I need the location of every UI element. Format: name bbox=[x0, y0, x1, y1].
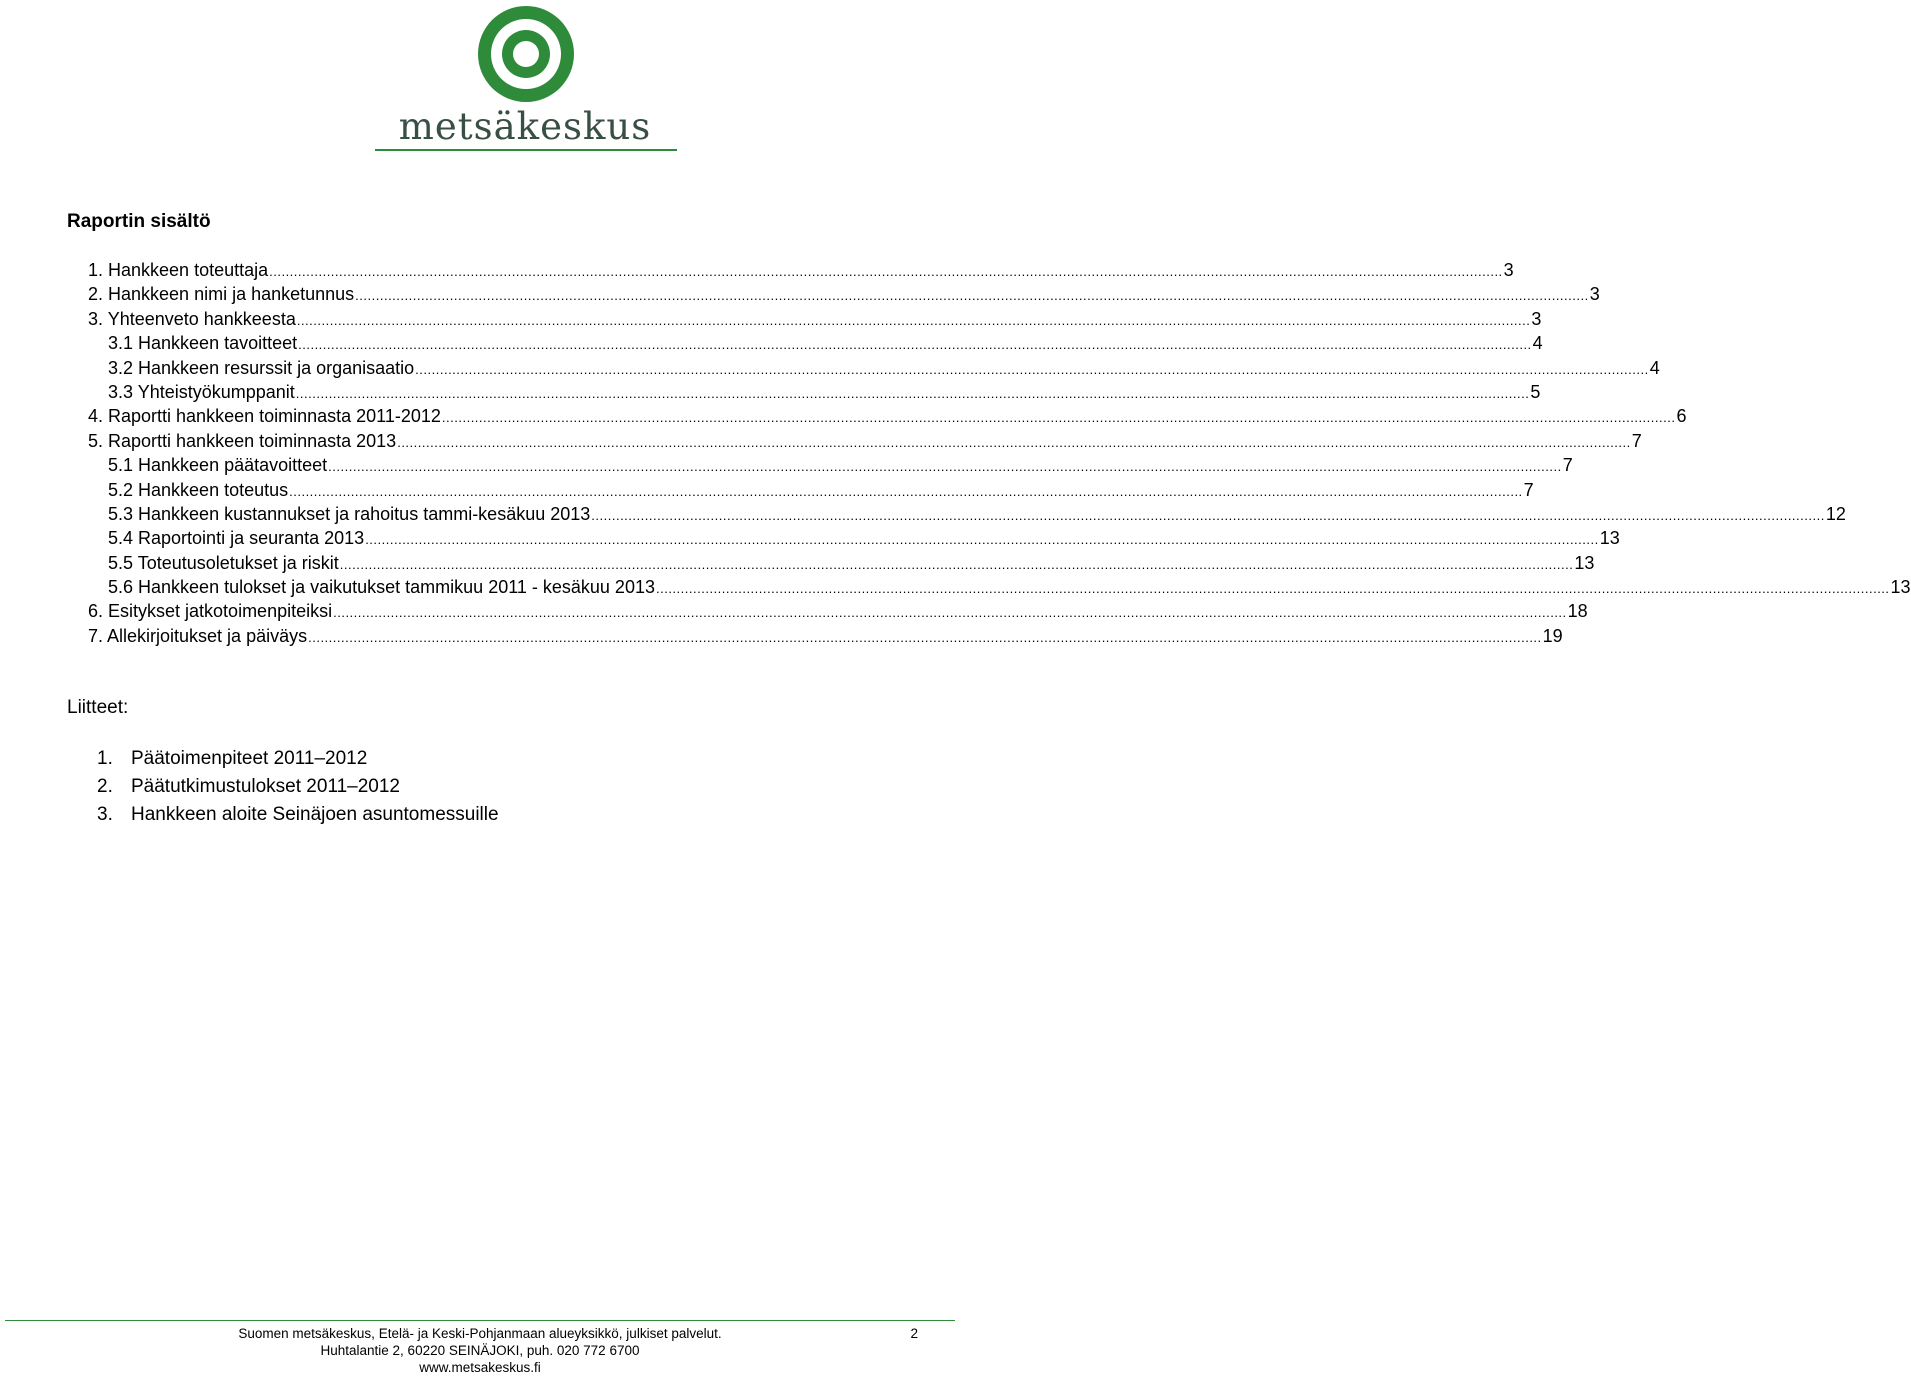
toc-dot-leader: ............................................................................................................................................................................................................................................................................................................ bbox=[591, 507, 1825, 523]
toc-entry[interactable] bbox=[88, 502, 1846, 526]
toc-entry-title: 5.4 Raportointi ja seuranta 2013 bbox=[108, 528, 365, 549]
toc-entry-title: 5.2 Hankkeen toteutus bbox=[108, 479, 289, 500]
footer-address: Huhtalantie 2, 60220 SEINÄJOKI, puh. 020 772 6700 bbox=[320, 1343, 640, 1358]
toc-entry[interactable] bbox=[88, 307, 1542, 331]
toc-entry-title: 3.2 Hankkeen resurssit ja organisaatio bbox=[108, 357, 415, 378]
toc-entry[interactable] bbox=[88, 526, 1620, 550]
toc-dot-leader: ............................................................................................................................................................................................................................................................................................................ bbox=[328, 459, 1562, 475]
toc-entry-title: 5. Raportti hankkeen toiminnasta 2013 bbox=[88, 430, 397, 451]
toc-entry[interactable] bbox=[88, 380, 1541, 404]
toc-dot-leader: ............................................................................................................................................................................................................................................................................................................ bbox=[339, 556, 1574, 572]
toc-dot-leader: ............................................................................................................................................................................................................................................................................................................ bbox=[441, 410, 1676, 426]
toc-dot-leader: ............................................................................................................................................................................................................................................................................................................ bbox=[289, 483, 1523, 499]
toc-dot-leader: ............................................................................................................................................................................................................................................................................................................ bbox=[355, 288, 1589, 304]
logo-underline bbox=[375, 149, 677, 151]
toc-entry-title: 3.3 Yhteistyökumppanit bbox=[108, 381, 295, 402]
toc-dot-leader: ............................................................................................................................................................................................................................................................................................................ bbox=[295, 385, 1530, 401]
toc-dot-leader: ............................................................................................................................................................................................................................................................................................................ bbox=[269, 264, 1503, 279]
toc-entry[interactable] bbox=[88, 575, 1911, 599]
footer-organization: Suomen metsäkeskus, Etelä- ja Keski-Pohjanmaan alueyksikkö, julkiset palvelut. bbox=[238, 1326, 722, 1341]
toc-entry[interactable] bbox=[88, 429, 1642, 453]
toc-entry-title: 7. Allekirjoitukset ja päiväys bbox=[88, 625, 308, 646]
toc-dot-leader: ............................................................................................................................................................................................................................................................................................................ bbox=[296, 312, 1531, 328]
toc-entry-page: 19 bbox=[1542, 625, 1563, 646]
logo-wordmark: metsäkeskus bbox=[398, 105, 652, 148]
table-of-contents bbox=[88, 258, 1911, 648]
attachment-label: Hankkeen aloite Seinäjoen asuntomessuille bbox=[131, 804, 499, 825]
toc-entry-page: 13 bbox=[1599, 528, 1620, 549]
toc-entry-title: 1. Hankkeen toteuttaja bbox=[88, 260, 269, 280]
toc-entry-page: 6 bbox=[1676, 406, 1687, 427]
toc-dot-leader: ............................................................................................................................................................................................................................................................................................................ bbox=[333, 605, 1567, 621]
toc-entry-page: 18 bbox=[1567, 601, 1588, 622]
attachments-heading: Liitteet: bbox=[67, 697, 129, 718]
toc-entry-page: 12 bbox=[1825, 503, 1846, 524]
page-number: 2 bbox=[910, 1326, 918, 1341]
attachments-list bbox=[97, 745, 499, 829]
toc-entry-title: 6. Esitykset jatkotoimenpiteiksi bbox=[88, 601, 333, 622]
toc-entry-page: 3 bbox=[1503, 260, 1514, 280]
metsakeskus-logo bbox=[370, 4, 680, 154]
toc-dot-leader: ............................................................................................................................................................................................................................................................................................................ bbox=[365, 532, 1599, 548]
toc-entry-title: 5.6 Hankkeen tulokset ja vaikutukset tammikuu 2011 - kesäkuu 2013 bbox=[108, 577, 655, 598]
footer-website[interactable]: www.metsakeskus.fi bbox=[419, 1360, 541, 1375]
page-footer bbox=[0, 1325, 960, 1376]
toc-entry-title: 2. Hankkeen nimi ja hanketunnus bbox=[88, 284, 355, 305]
toc-entry-page: 4 bbox=[1532, 333, 1543, 354]
toc-entry[interactable] bbox=[88, 331, 1543, 355]
toc-entry[interactable] bbox=[88, 258, 1514, 282]
toc-entry[interactable] bbox=[88, 404, 1687, 428]
attachment-item bbox=[97, 801, 499, 829]
target-emblem-icon bbox=[476, 4, 576, 104]
toc-dot-leader: ............................................................................................................................................................................................................................................................................................................ bbox=[397, 434, 1631, 450]
toc-entry-title: 3.1 Hankkeen tavoitteet bbox=[108, 333, 298, 354]
toc-dot-leader: ............................................................................................................................................................................................................................................................................................................ bbox=[308, 629, 1542, 645]
toc-heading: Raportin sisältö bbox=[67, 211, 211, 232]
toc-dot-leader: ............................................................................................................................................................................................................................................................................................................ bbox=[415, 361, 1649, 377]
toc-entry-title: 5.3 Hankkeen kustannukset ja rahoitus tammi-kesäkuu 2013 bbox=[108, 503, 591, 524]
toc-entry-page: 7 bbox=[1631, 430, 1642, 451]
toc-entry[interactable] bbox=[88, 453, 1573, 477]
toc-entry[interactable] bbox=[88, 282, 1600, 306]
toc-entry[interactable] bbox=[88, 624, 1563, 648]
toc-entry-title: 5.5 Toteutusoletukset ja riskit bbox=[108, 552, 339, 573]
toc-entry-page: 13 bbox=[1574, 552, 1595, 573]
toc-dot-leader: ............................................................................................................................................................................................................................................................................................................ bbox=[298, 337, 1532, 353]
toc-entry[interactable] bbox=[88, 599, 1588, 623]
toc-entry-page: 5 bbox=[1530, 381, 1541, 402]
toc-entry-page: 7 bbox=[1523, 479, 1534, 500]
toc-entry[interactable] bbox=[88, 356, 1660, 380]
attachment-item bbox=[97, 773, 499, 801]
toc-entry-page: 3 bbox=[1531, 308, 1542, 329]
footer-divider bbox=[5, 1320, 955, 1321]
attachment-label: Päätoimenpiteet 2011–2012 bbox=[131, 748, 368, 769]
toc-entry-page: 4 bbox=[1649, 357, 1660, 378]
attachment-number: 1. bbox=[97, 748, 113, 769]
attachment-item bbox=[97, 745, 499, 773]
toc-entry-page: 3 bbox=[1589, 284, 1600, 305]
toc-entry-page: 7 bbox=[1562, 455, 1573, 476]
toc-entry[interactable] bbox=[88, 551, 1595, 575]
toc-dot-leader: ............................................................................................................................................................................................................................................................................................................ bbox=[655, 581, 1890, 597]
attachment-number: 2. bbox=[97, 776, 113, 797]
attachment-number: 3. bbox=[97, 804, 113, 825]
toc-entry[interactable] bbox=[88, 478, 1534, 502]
toc-entry-title: 5.1 Hankkeen päätavoitteet bbox=[108, 455, 328, 476]
toc-entry-title: 3. Yhteenveto hankkeesta bbox=[88, 308, 296, 329]
toc-entry-title: 4. Raportti hankkeen toiminnasta 2011-2012 bbox=[88, 406, 441, 427]
toc-entry-page: 13 bbox=[1890, 577, 1911, 598]
attachment-label: Päätutkimustulokset 2011–2012 bbox=[131, 776, 400, 797]
